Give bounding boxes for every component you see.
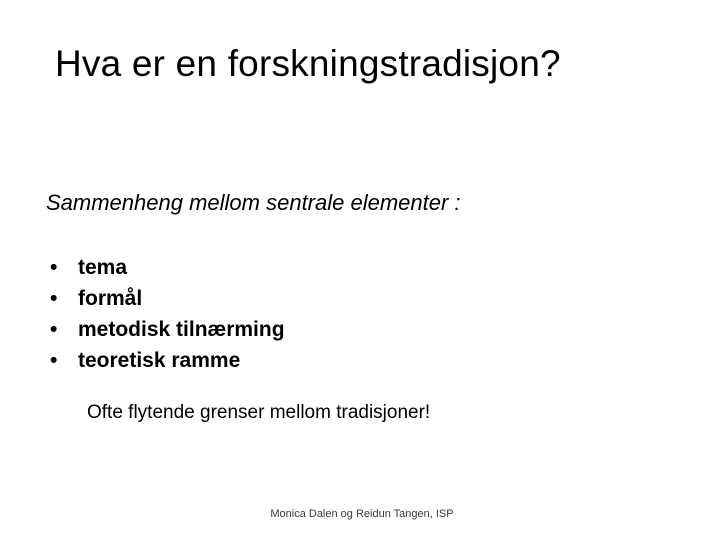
slide-subtitle: Sammenheng mellom sentrale elementer :	[46, 190, 461, 215]
slide-title: Hva er en forskningstradisjon?	[55, 43, 561, 84]
bullet-text: formål	[78, 286, 143, 310]
bullet-icon: •	[50, 348, 58, 372]
list-item	[50, 314, 285, 345]
note-text: Ofte flytende grenser mellom tradisjoner!	[87, 402, 431, 423]
bullet-list	[50, 252, 285, 376]
bullet-text: tema	[78, 255, 128, 279]
bullet-icon: •	[50, 255, 58, 279]
bullet-icon: •	[50, 317, 58, 341]
bullet-text: teoretisk ramme	[78, 348, 241, 372]
list-item	[50, 345, 285, 376]
list-item	[50, 283, 285, 314]
slide-footer: Monica Dalen og Reidun Tangen, ISP	[270, 508, 454, 520]
list-item	[50, 252, 285, 283]
bullet-icon: •	[50, 286, 58, 310]
bullet-text: metodisk tilnærming	[78, 317, 285, 341]
